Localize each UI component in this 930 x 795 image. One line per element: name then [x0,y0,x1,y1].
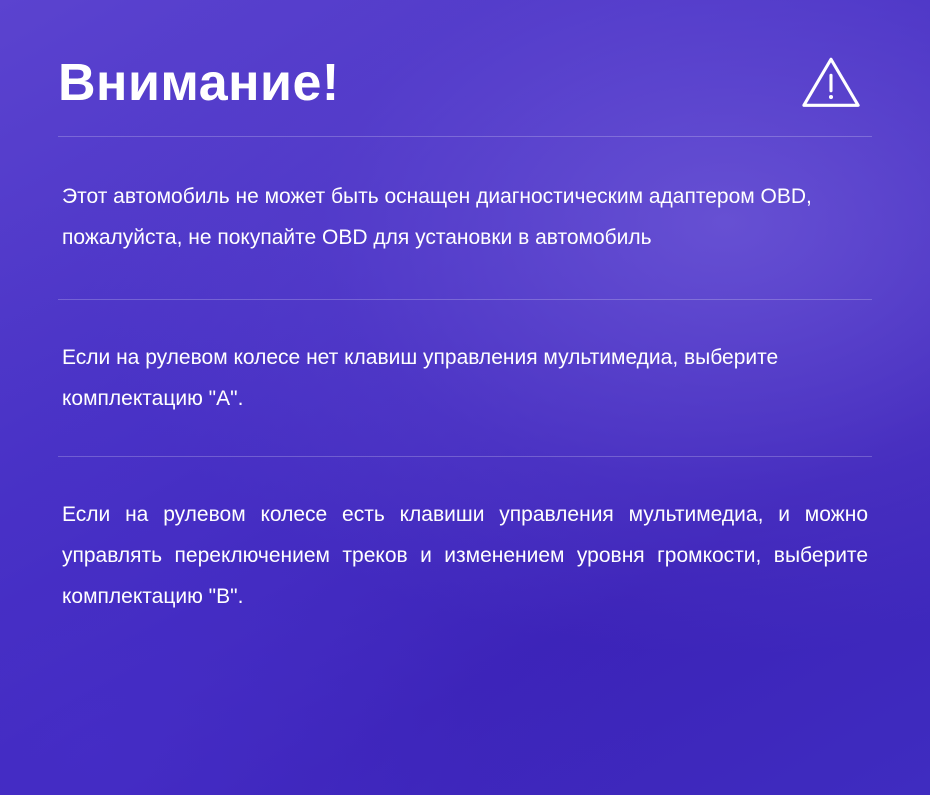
page-title: Внимание! [58,53,340,112]
notice-block-obd [58,137,872,299]
notice-text-obd: Этот автомобиль не может быть оснащен диагностическим адаптером OBD, пожалуйста, не покупайте OBD для установки в автомобиль [62,185,812,249]
warning-triangle-icon [800,52,862,114]
notice-text-trim-b: Если на рулевом колесе есть клавиши управления мультимедиа, и можно управлять переключением треков и изменением уровня громкости, выберите комплектацию "В". [62,502,868,608]
notice-block-trim-a [58,300,872,456]
notice-text-trim-a: Если на рулевом колесе нет клавиш управления мультимедиа, выберите комплектацию "А". [62,345,779,410]
notice-block-trim-b [58,457,872,654]
poster-header [58,0,872,136]
